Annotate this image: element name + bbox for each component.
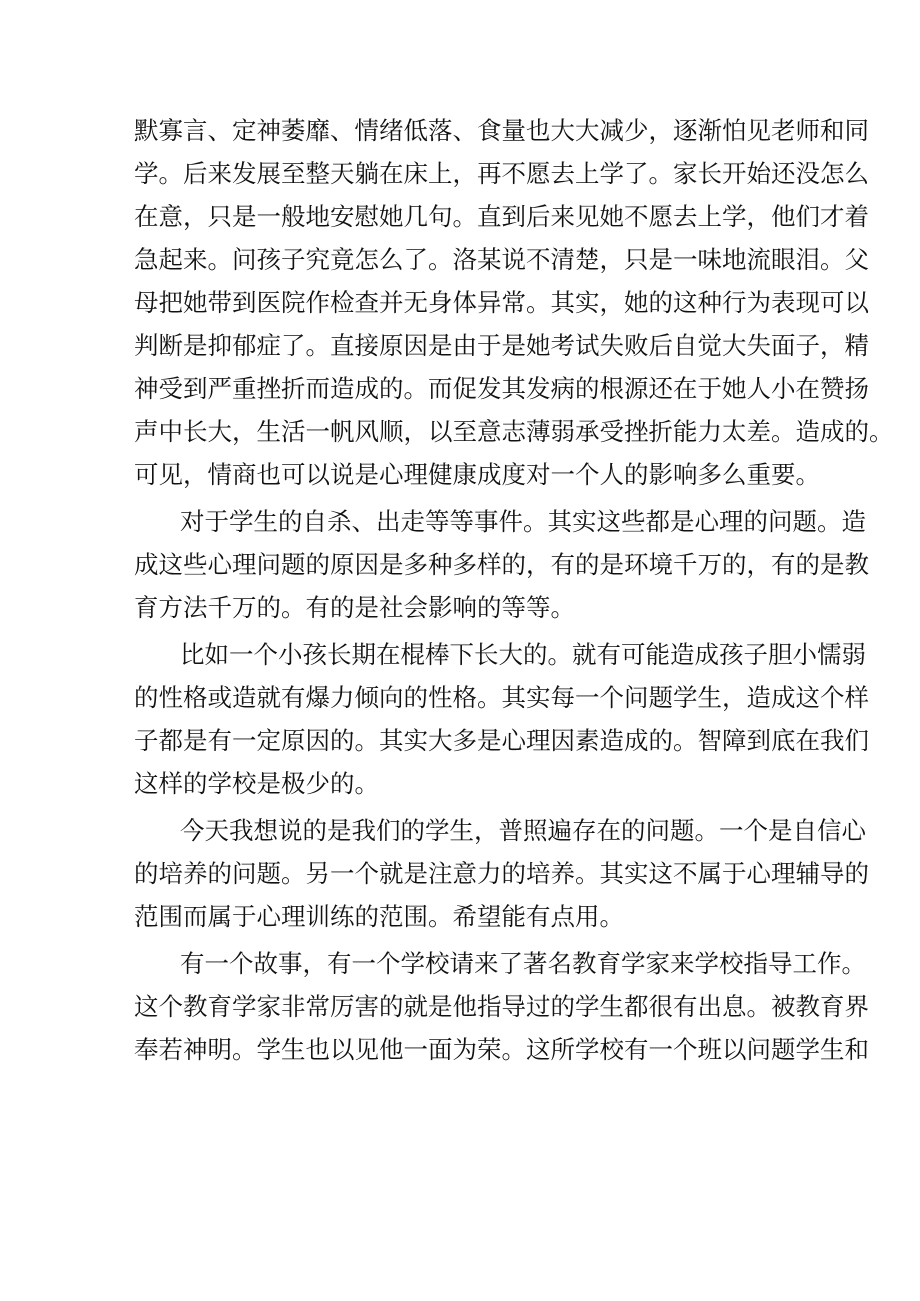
paragraph-line: 这个教育学家非常厉害的就是他指导过的学生都很有出息。被教育界 <box>134 992 869 1021</box>
document-body <box>134 109 894 1071</box>
paragraph-line: 今天我想说的是我们的学生，普照遍存在的问题。一个是自信心 <box>180 816 866 845</box>
paragraph-line: 对于学生的自杀、出走等等事件。其实这些都是心理的问题。造 <box>180 507 866 536</box>
paragraph-line: 子都是有一定原因的。其实大多是心理因素造成的。智障到底在我们 <box>134 726 869 755</box>
paragraph-line: 的性格或造就有爆力倾向的性格。其实每一个问题学生，造成这个样 <box>134 683 869 712</box>
paragraph-line: 育方法千万的。有的是社会影响的等等。 <box>134 593 575 622</box>
paragraph-line: 比如一个小孩长期在棍棒下长大的。就有可能造成孩子胆小懦弱 <box>180 640 866 669</box>
paragraph-5 <box>134 942 869 1071</box>
paragraph-line: 的培养的问题。另一个就是注意力的培养。其实这不属于心理辅导的 <box>134 859 869 888</box>
paragraph-line: 范围而属于心理训练的范围。希望能有点用。 <box>134 902 624 931</box>
paragraph-line: 有一个故事，有一个学校请来了著名教育学家来学校指导工作。 <box>180 949 866 978</box>
paragraph-line: 这样的学校是极少的。 <box>134 769 379 798</box>
paragraph-line: 急起来。问孩子究竟怎么了。洛某说不清楚，只是一味地流眼泪。父 <box>134 245 869 274</box>
paragraph-line: 奉若神明。学生也以见他一面为荣。这所学校有一个班以问题学生和 <box>134 1035 869 1064</box>
paragraph-line: 声中长大，生活一帆风顺，以至意志薄弱承受挫折能力太差。造成的。 <box>134 417 894 446</box>
paragraph-line: 判断是抑郁症了。直接原因是由于是她考试失败后自觉大失面子，精 <box>134 331 869 360</box>
paragraph-line: 母把她带到医院作检查并无身体异常。其实，她的这种行为表现可以 <box>134 288 869 317</box>
paragraph-line: 默寡言、定神萎靡、情绪低落、食量也大大减少，逐渐怕见老师和同 <box>134 116 869 145</box>
paragraph-line: 在意，只是一般地安慰她几句。直到后来见她不愿去上学，他们才着 <box>134 202 869 231</box>
paragraph-line: 学。后来发展至整天躺在床上，再不愿去上学了。家长开始还没怎么 <box>134 159 869 188</box>
paragraph-1 <box>134 109 894 496</box>
paragraph-line: 成这些心理问题的原因是多种多样的，有的是环境千万的，有的是教 <box>134 550 869 579</box>
paragraph-2 <box>134 500 869 629</box>
paragraph-4 <box>134 809 869 938</box>
paragraph-3 <box>134 633 869 805</box>
paragraph-line: 神受到严重挫折而造成的。而促发其发病的根源还在于她人小在赞扬 <box>134 374 869 403</box>
paragraph-line: 可见，情商也可以说是心理健康成度对一个人的影响多么重要。 <box>134 460 820 489</box>
